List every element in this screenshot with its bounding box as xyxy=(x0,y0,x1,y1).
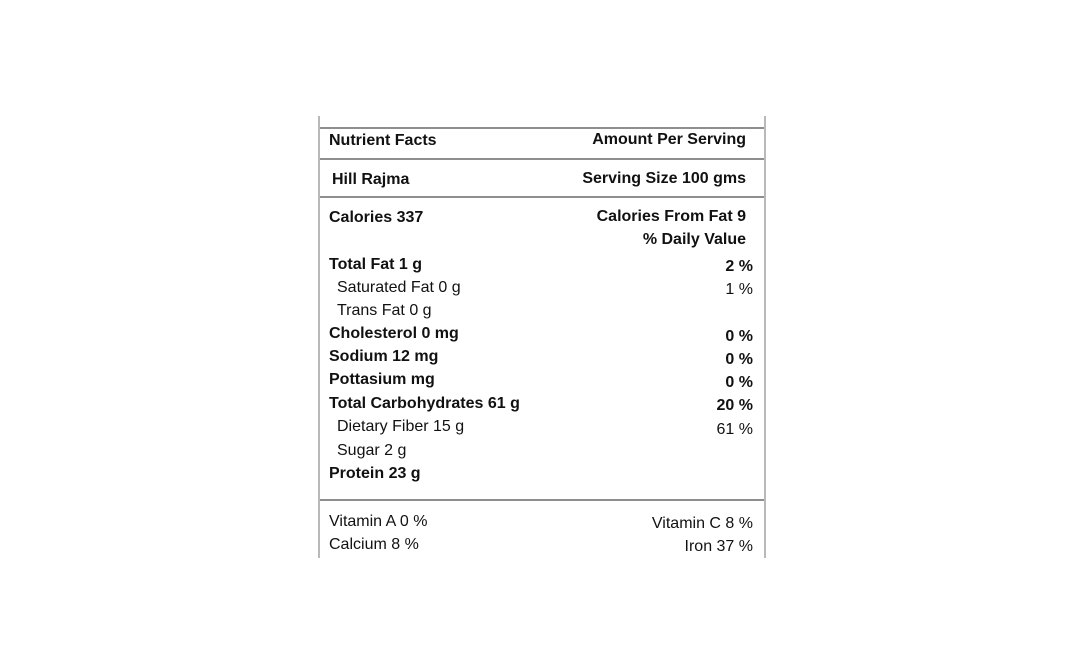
nutrient-daily-value: 0 % xyxy=(725,374,753,391)
top-divider xyxy=(320,127,764,129)
nutrient-daily-value: 1 % xyxy=(725,281,753,298)
nutrient-label: Pottasium mg xyxy=(329,371,435,388)
nutrient-daily-value: 61 % xyxy=(716,421,753,438)
nutrient-label: Dietary Fiber 15 g xyxy=(337,418,465,435)
calcium: Calcium 8 % xyxy=(329,536,419,553)
calories-label: Calories 337 xyxy=(329,209,424,226)
nutrient-label: Total Fat 1 g xyxy=(329,256,423,273)
product-name: Hill Rajma xyxy=(332,171,410,188)
header-divider xyxy=(320,158,764,160)
serving-size: Serving Size 100 gms xyxy=(582,170,746,187)
amount-per-serving-label: Amount Per Serving xyxy=(592,131,746,148)
calories-from-fat: Calories From Fat 9 xyxy=(596,208,746,225)
nutrient-label: Sugar 2 g xyxy=(337,442,407,459)
nutrient-label: Saturated Fat 0 g xyxy=(337,279,461,296)
product-divider xyxy=(320,196,764,198)
nutrient-label: Protein 23 g xyxy=(329,465,421,482)
daily-value-heading: % Daily Value xyxy=(642,231,746,248)
vitamins-divider xyxy=(320,499,764,501)
nutrient-label: Trans Fat 0 g xyxy=(337,302,432,319)
nutrient-daily-value: 20 % xyxy=(716,397,753,414)
panel-title: Nutrient Facts xyxy=(329,132,437,149)
vitamin-c: Vitamin C 8 % xyxy=(651,515,753,532)
vitamin-a: Vitamin A 0 % xyxy=(329,513,428,530)
nutrient-label: Cholesterol 0 mg xyxy=(329,325,459,342)
iron: Iron 37 % xyxy=(684,538,753,555)
nutrition-facts-panel xyxy=(318,116,766,558)
nutrient-label: Total Carbohydrates 61 g xyxy=(329,395,520,412)
nutrient-label: Sodium 12 mg xyxy=(329,348,439,365)
nutrient-daily-value: 0 % xyxy=(725,351,753,368)
nutrient-daily-value: 0 % xyxy=(725,328,753,345)
nutrient-daily-value: 2 % xyxy=(725,258,753,275)
